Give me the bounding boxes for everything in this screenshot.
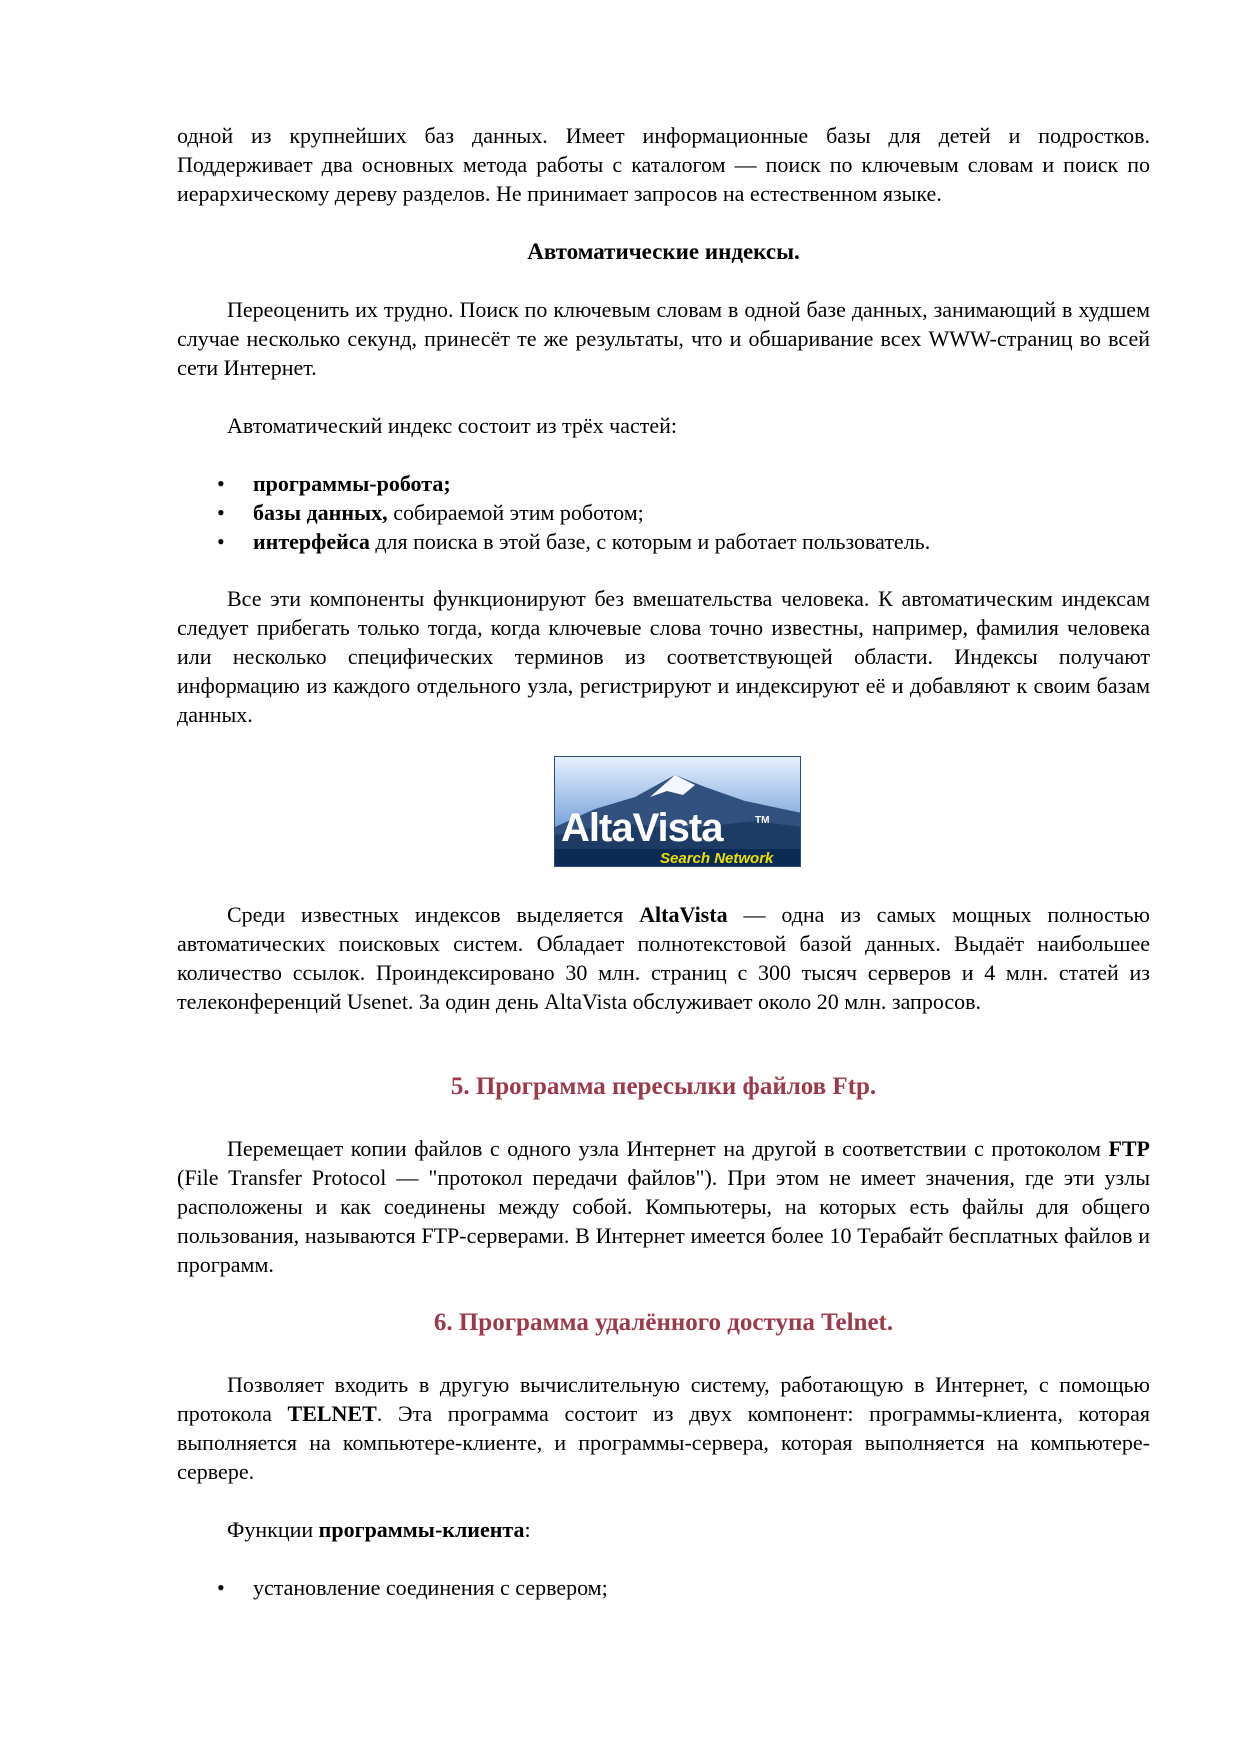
text-run: (File Transfer Protocol — "протокол передачи файлов"). При этом не имеет значения, где эти узлы расположены и как соединены между собой. Компьютеры, на которых есть файлы для общего пользования, называются FTP-серверами. В Интернет имеется более 10 Терабайт бесплатных файлов и программ. <box>177 1165 1150 1277</box>
list-item-bold: базы данных, <box>253 500 388 525</box>
paragraph-ftp <box>177 1134 1150 1279</box>
altavista-logo-graphic <box>555 757 801 867</box>
paragraph-client-functions <box>177 1515 1150 1544</box>
list-item <box>177 1573 1150 1602</box>
list-item-bold: интерфейса <box>253 529 370 554</box>
bullet-icon: • <box>217 1575 225 1600</box>
bullet-list-client <box>177 1573 1150 1602</box>
paragraph-text <box>177 1515 1150 1544</box>
paragraph-text: одной из крупнейших баз данных. Имеет информационные базы для детей и подростков. Поддерживает два основных метода работы с каталогом — поиск по ключевым словам и поиск по иерархическому дереву разделов. Не принимает запросов на естественном языке. <box>177 123 1150 206</box>
list-item <box>177 469 1150 498</box>
text-run: . Эта программа состоит из двух компонент: программы-клиента, которая выполняется на компьютере-клиенте, и программы-сервера, которая выполняется на компьютере-сервере. <box>177 1401 1150 1484</box>
paragraph-text: Переоценить их трудно. Поиск по ключевым словам в одной базе данных, занимающий в худшем случае несколько секунд, принесёт те же результаты, что и обшаривание всех WWW-страниц во всей сети Интернет. <box>177 297 1150 380</box>
logo-name: AltaVista <box>561 806 723 850</box>
bullet-list-components <box>177 469 1150 556</box>
text-bold: FTP <box>1108 1136 1150 1161</box>
paragraph-telnet <box>177 1370 1150 1486</box>
list-item-text: для поиска в этой базе, с которым и работает пользователь. <box>369 529 931 554</box>
paragraph-text: Все эти компоненты функционируют без вмешательства человека. К автоматическим индексам следует прибегать только тогда, когда ключевые слова точно известны, например, фамилия человека или несколько специфических терминов из соответствующей области. Индексы получают информацию из каждого отдельного узла, регистрируют и индексируют её и добавляют к своим базам данных. <box>177 586 1150 727</box>
section-heading-auto-indexes <box>177 237 1150 266</box>
list-item <box>177 498 1150 527</box>
paragraph-text <box>177 1134 1150 1279</box>
list-item-bold: программы-робота; <box>253 471 451 496</box>
paragraph-auto-2 <box>177 411 1150 440</box>
text-run: Функции <box>227 1517 319 1542</box>
paragraph-text <box>177 1370 1150 1486</box>
heading-text: 5. Программа пересылки файлов Ftp. <box>450 1073 877 1100</box>
text-run: : <box>524 1517 531 1542</box>
altavista-logo <box>554 756 801 867</box>
paragraph-intro <box>177 121 1150 208</box>
list-item-text: собираемой этим роботом; <box>387 500 644 525</box>
text-bold: программы-клиента <box>318 1517 525 1542</box>
logo-tm: TM <box>755 815 770 826</box>
paragraph-auto-1 <box>177 295 1150 382</box>
heading-text: Автоматические индексы. <box>527 239 800 264</box>
list-item-text: установление соединения с сервером; <box>253 1575 608 1600</box>
text-run: Среди известных индексов выделяется <box>227 902 640 927</box>
bullet-icon: • <box>217 529 225 554</box>
text-run: Позволяет входить в другую вычислительную систему, работающую в Интернет, с помощью протокола <box>177 1372 1150 1426</box>
paragraph-text <box>177 900 1150 1016</box>
paragraph-auto-3 <box>177 584 1150 729</box>
section-heading-telnet <box>177 1308 1150 1337</box>
list-item <box>177 527 1150 556</box>
section-heading-ftp <box>177 1072 1150 1101</box>
logo-subtitle: Search Network <box>660 850 774 867</box>
bullet-icon: • <box>217 500 225 525</box>
text-bold: AltaVista <box>639 902 728 927</box>
bullet-icon: • <box>217 471 225 496</box>
paragraph-altavista <box>177 900 1150 1016</box>
paragraph-text: Автоматический индекс состоит из трёх частей: <box>227 413 678 438</box>
text-run: — одна из самых мощных полностью автоматических поисковых систем. Обладает полнотекстовой базой данных. Выдаёт наибольшее количество ссылок. Проиндексировано 30 млн. страниц с 300 тысяч серверов и 4 млн. статей из телеконференций Usenet. За один день AltaVista обслуживает около 20 млн. запросов. <box>177 902 1150 1014</box>
text-run: Перемещает копии файлов с одного узла Интернет на другой в соответствии с протоколом <box>227 1136 1109 1161</box>
heading-text: 6. Программа удалённого доступа Telnet. <box>433 1309 894 1336</box>
text-bold: TELNET <box>287 1401 377 1426</box>
